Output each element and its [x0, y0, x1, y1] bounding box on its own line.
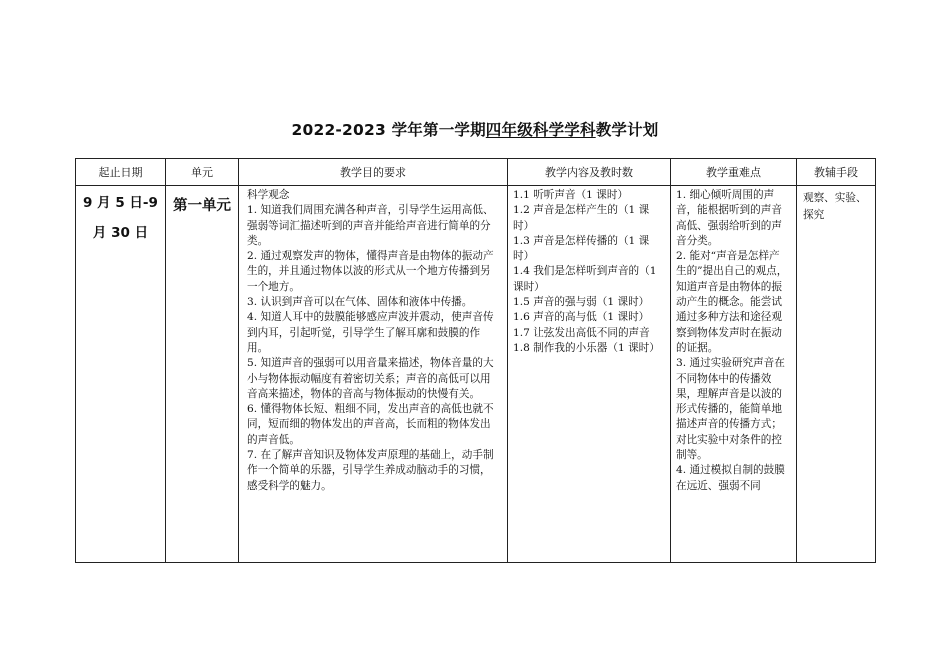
title-suffix: 教学计划: [595, 121, 659, 139]
date-line-2: 月 30 日: [92, 225, 149, 241]
header-content: 教学内容及教时数: [508, 159, 671, 186]
key-point-item: 3. 通过实验研究声音在不同物体中的传播效果，理解声音是以波的形式传播的，能简单地描述声音的传播方式；对比实验中对条件的控制等。: [676, 357, 785, 462]
unit-cell: 第一单元: [166, 186, 239, 563]
goal-item: 1. 知道我们周围充满各种声音，引导学生运用高低、强弱等词汇描述听到的声音并能给声音进行简单的分类。: [247, 204, 494, 247]
lesson-item: 1.4 我们是怎样听到声音的（1 课时）: [513, 265, 657, 293]
goal-item: 5. 知道声音的强弱可以用音量来描述，物体音量的大小与物体振动幅度有着密切关系；声音的高低可以用音高来描述，物体的音高与物体振动的快慢有关。: [247, 357, 494, 400]
date-range-cell: [76, 186, 166, 563]
lesson-item: 1.8 制作我的小乐器（1 课时）: [513, 341, 660, 354]
lesson-item: 1.7 让弦发出高低不同的声音: [513, 326, 650, 339]
goal-item: 6. 懂得物体长短、粗细不同，发出声音的高低也就不同，短而细的物体发出的声音高，长而粗的物体发出的声音低。: [247, 403, 494, 446]
lesson-item: 1.5 声音的强与弱（1 课时）: [513, 296, 650, 309]
title-underlined-part: 四年级科学学科: [485, 121, 596, 139]
goal-item: 7. 在了解声音知识及物体发声原理的基础上，动手制作一个简单的乐器，引导学生养成动脑动手的习惯，感受科学的魅力。: [247, 449, 494, 492]
header-unit: 单元: [166, 159, 239, 186]
header-key-points: 教学重难点: [671, 159, 797, 186]
means-cell: 观察、实验、探究: [797, 186, 876, 563]
goal-item: 2. 通过观察发声的物体，懂得声音是由物体的振动产生的，并且通过物体以波的形式从一个地方传播到另一个地方。: [247, 250, 494, 293]
goal-item: 4. 知道人耳中的鼓膜能够感应声波并震动，使声音传到内耳，引起听觉，引导学生了解耳廓和鼓膜的作用。: [247, 311, 494, 354]
goals-heading: 科学观念: [247, 189, 290, 201]
date-line-1: 9 月 5 日-9: [83, 195, 158, 211]
title-prefix: 2022-2023 学年第一学期: [291, 121, 486, 139]
header-means: 教辅手段: [797, 159, 876, 186]
teaching-plan-table: [75, 158, 876, 563]
key-point-item: 4. 通过模拟自制的鼓膜在远近、强弱不同: [676, 464, 785, 492]
lesson-item: 1.2 声音是怎样产生的（1 课时）: [513, 204, 650, 232]
table-row: [76, 186, 876, 563]
lesson-item: 1.1 听听声音（1 课时）: [513, 189, 629, 201]
header-goals: 教学目的要求: [239, 159, 508, 186]
key-points-cell: [671, 186, 797, 563]
lesson-item: 1.6 声音的高与低（1 课时）: [513, 311, 650, 324]
document-title: [0, 118, 950, 140]
content-cell: [508, 186, 671, 563]
key-point-item: 1. 细心倾听周围的声音，能根据听到的声音高低、强弱给听到的声音分类。: [676, 189, 782, 247]
lesson-item: 1.3 声音是怎样传播的（1 课时）: [513, 234, 650, 263]
key-point-item: 2. 能对“声音是怎样产生的”提出自己的观点，知道声音是由物体的振动产生的概念。能尝试通过多种方法和途径观察到物体发声时在振动的证据。: [676, 250, 788, 354]
table-header-row: [76, 159, 876, 186]
goals-cell: [239, 186, 508, 563]
goal-item: 3. 认识到声音可以在气体、固体和液体中传播。: [247, 296, 473, 309]
header-date: 起止日期: [76, 159, 166, 186]
